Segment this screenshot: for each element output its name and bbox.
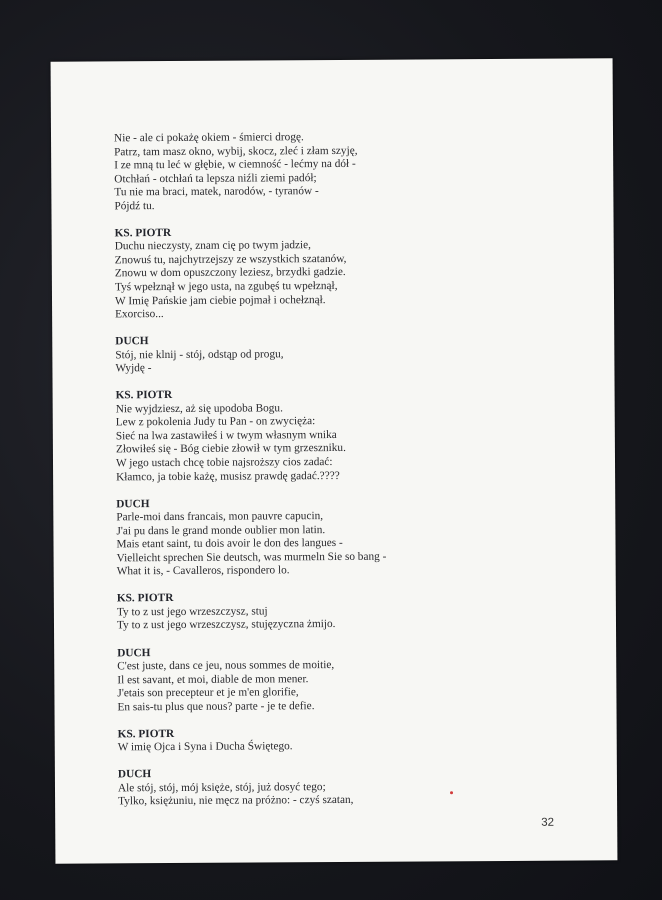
verse-line: W Imię Pańskie jam ciebie pojmał i ochełznął. [114,293,326,307]
verse-line: Ale stój, stój, mój księże, stój, już dosyć tego; [117,780,326,795]
verse-line: Il est savant, et moi, diable de mon mener. [117,672,309,686]
verse-line: Tu nie ma braci, matek, narodów, - tyranów - [114,185,319,199]
verse-line: I ze mną tu leć w głębie, w ciemność - lećmy na dół - [114,157,356,172]
verse-line: Stój, nie klnij - stój, odstąp od progu, [115,347,284,361]
red-ink-mark [450,791,453,794]
speaker-name: DUCH [116,497,150,510]
verse-line: C'est juste, dans ce jeu, nous sommes de moitie, [117,659,335,673]
verse-line: Duchu nieczysty, znam cię po twym jadzie, [114,239,312,253]
verse-line: Ty to z ust jego wrzeszczysz, stujęzyczna żmijo. [116,618,336,632]
speaker-name: KS. PIOTR [116,592,174,605]
speaker-name: DUCH [117,768,152,781]
verse-line: Znowuś tu, najchytrzejszy ze wszystkich szatanów, [114,252,347,267]
verse-line: Wyjdę - [115,362,152,375]
verse-line: Patrz, tam masz okno, wybij, skocz, zleć i złam szyję, [114,144,358,158]
speaker-name: KS. PIOTR [117,727,175,741]
verse-line: Tylko, księżuniu, nie męcz na próżno: - czyś szatan, [118,794,354,808]
verse-line: Złowiłeś się - Bóg ciebie złowił w tym grzeszniku. [115,442,346,456]
verse-line: Parle-moi dans francais, mon pauvre capucin, [116,510,324,524]
verse-line: Mais etant saint, tu dois avoir le don des langues - [116,537,343,551]
document-page [51,58,618,863]
verse-line: Vielleicht sprechen Sie deutsch, was murmeln Sie so bang - [116,550,387,565]
verse-line: J'etais son precepteur et je m'en glorifie, [117,686,299,700]
speaker-name: KS. PIOTR [115,389,173,402]
verse-line: Nie - ale ci pokażę okiem - śmierci drogę. [113,131,304,145]
verse-line: Znowu w dom opuszczony leziesz, brzydki gadzie. [114,266,346,280]
verse-line: Lew z pokolenia Judy tu Pan - on zwycięża: [115,415,316,429]
verse-line: What it is, - Cavalleros, rispondero lo. [116,564,290,578]
verse-line: Kłamco, ja tobie każę, musisz prawdę gadać.???? [116,469,340,483]
verse-line: En sais-tu plus que nous? parte - je te defie. [117,699,315,714]
speaker-name: KS. PIOTR [114,226,172,240]
verse-line: Nie wyjdziesz, aż się upodoba Bogu. [115,402,283,416]
verse-line: W jego ustach chcę tobie najsroższy cios zadać: [115,455,333,470]
page-number: 32 [541,816,555,829]
speaker-name: DUCH [115,335,149,348]
verse-line: Pójdź tu. [114,199,155,213]
verse-line: Exorciso... [115,308,164,321]
drama-text [114,130,578,810]
speaker-name: DUCH [117,646,151,659]
verse-line: Otchłań - otchłań ta lepsza niźli ziemi padół; [114,171,317,185]
verse-line: J'ai pu dans le grand monde oublier mon latin. [116,523,326,538]
verse-line: Ty to z ust jego wrzeszczysz, stuj [116,605,268,619]
verse-line: Tyś wpełznął w jego usta, na zgubęś tu wpełznął, [114,279,338,294]
verse-line: Sieć na lwa zastawiłeś i w twym własnym wnika [115,428,337,443]
verse-line: W imię Ojca i Syna i Ducha Świętego. [117,740,293,754]
